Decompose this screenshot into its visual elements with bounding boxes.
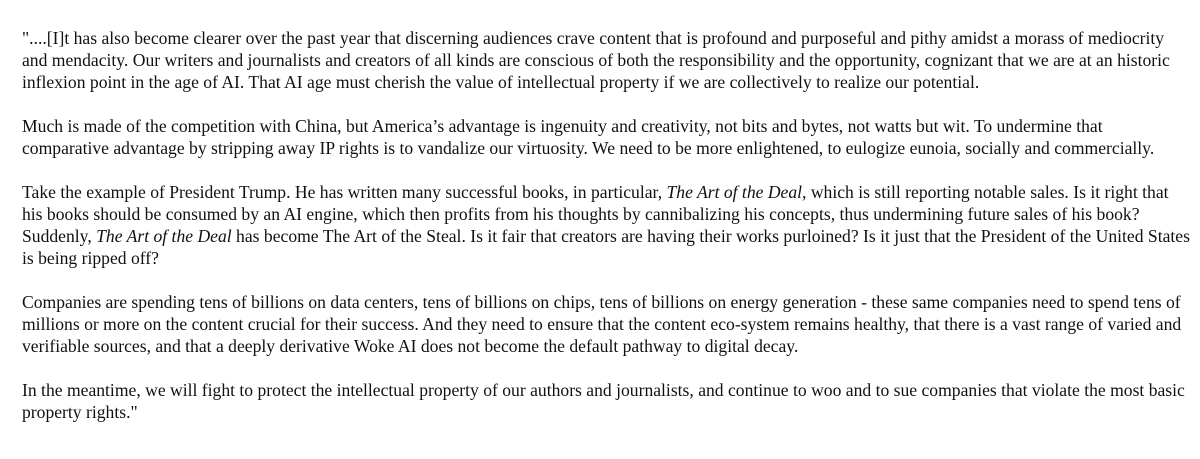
paragraph-3-text-3: has become The Art of the Steal. Is it fair that creators are having their works purloined? Is it just that the President of the United States is being ripped off? (22, 226, 1190, 268)
paragraph-competition-china: Much is made of the competition with China, but America’s advantage is ingenuity and creativity, not bits and bytes, not watts but wit. To undermine that comparative advantage by stripping away IP rights is to vandalize our virtuosity. We need to be more enlightened, to eulogize eunoia, socially and commercially. (22, 116, 1155, 158)
paragraph-intellectual-property: "....[I]t has also become clearer over the past year that discerning audiences crave content that is profound and purposeful and pithy amidst a morass of mediocrity and mendacity. Our writers and journalists and creators of all kinds are conscious of both the responsibility and the opportunity, cognizant that we are at an historic inflexion point in the age of AI. That AI age must cherish the value of intellectual property if we are collectively to realize our potential. (22, 28, 1170, 92)
paragraph-3-text-1: Take the example of President Trump. He has written many successful books, in particular, (22, 182, 667, 202)
paragraph-meantime: In the meantime, we will fight to protect the intellectual property of our authors and journalists, and continue to woo and to sue companies that violate the most basic property rights." (22, 380, 1185, 422)
paragraph-art-of-the-deal (22, 181, 1190, 269)
book-title-art-of-the-deal-2: The Art of the Deal (96, 226, 232, 246)
quoted-statement (22, 27, 1190, 423)
book-title-art-of-the-deal: The Art of the Deal (666, 182, 803, 202)
paragraph-companies-spending: Companies are spending tens of billions on data centers, tens of billions on chips, tens of billions on energy generation - these same companies need to spend tens of millions or more on the content crucial for their success. And they need to ensure that the content eco-system remains healthy, that there is a vast range of varied and verifiable sources, and that a deeply derivative Woke AI does not become the default pathway to digital decay. (22, 292, 1182, 356)
paragraph-3-text-2: , which is still reporting notable sales. Is it right that his books should be consumed by an AI engine, which then profits from his thoughts by cannibalizing his concepts, thus undermining future sales of his book? Suddenly, (22, 182, 1169, 246)
